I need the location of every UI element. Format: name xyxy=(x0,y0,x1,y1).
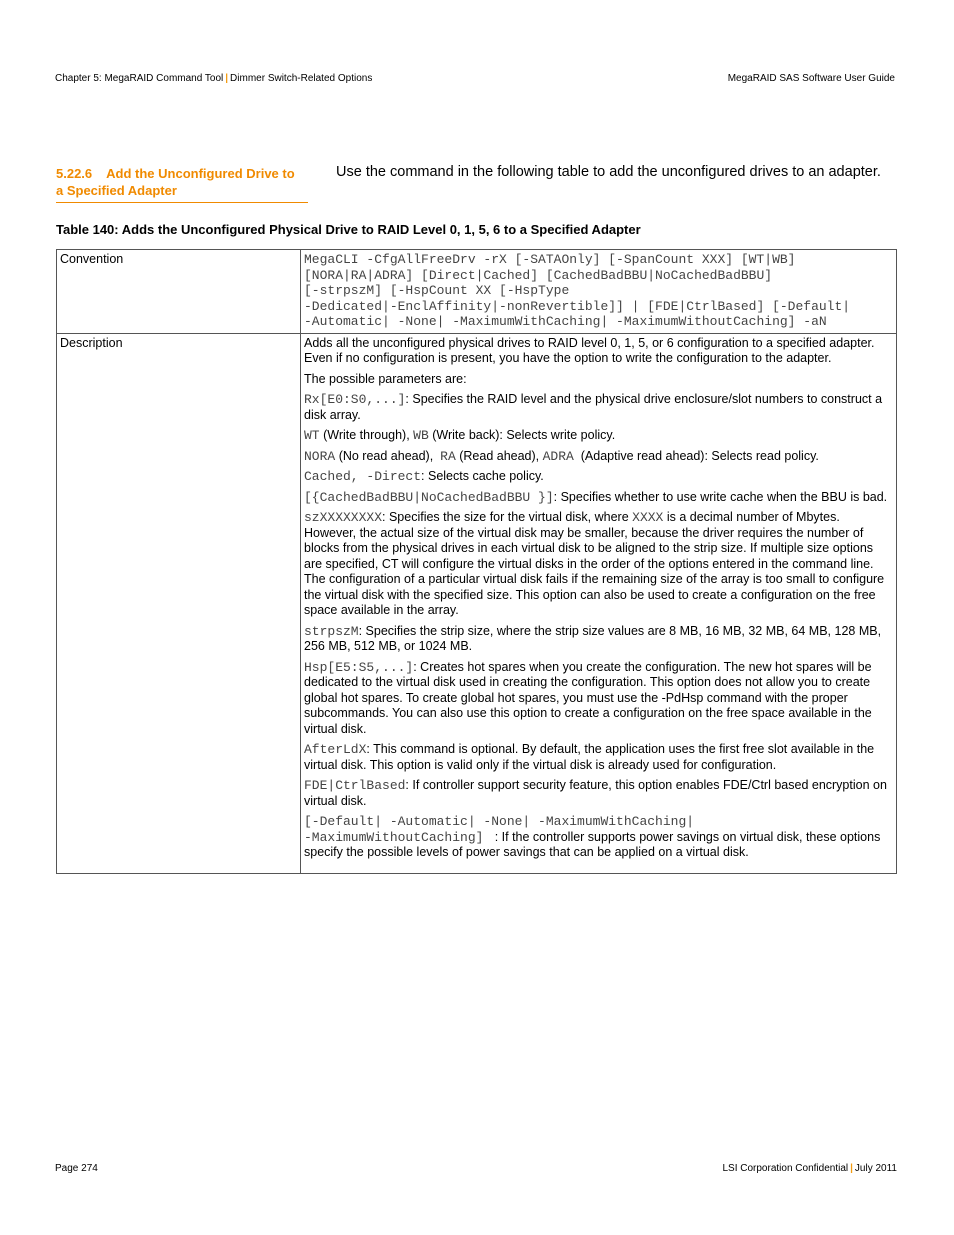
param-code: Hsp[E5:S5,...] xyxy=(304,659,414,675)
param-text: : Selects cache policy. xyxy=(421,469,544,483)
section-title-line1: Add the Unconfigured Drive to xyxy=(106,166,295,181)
footer-confidential: LSI Corporation Confidential xyxy=(722,1163,849,1174)
param-code: szXXXXXXXX xyxy=(304,510,383,525)
param-text: : This command is optional. By default, the application uses the first free slot available in the virtual disk. This option is valid only if the virtual disk is already used for configuration. xyxy=(304,742,875,772)
command-table xyxy=(56,249,897,874)
description-body xyxy=(301,333,897,873)
param-code: WB xyxy=(413,428,429,443)
param-text: (Write through), xyxy=(319,428,414,442)
param-cache-policy xyxy=(304,469,892,485)
param-code: NORA xyxy=(304,448,336,464)
param-text: : If controller support security feature, this option enables FDE/Ctrl based encryption on virtual disk. xyxy=(304,778,887,808)
desc-intro: Adds all the unconfigured physical drives to RAID level 0, 1, 5, or 6 configuration to a specified adapter. Even if no configuration is present, you have the option to write the configuration to the adapter. xyxy=(304,335,875,365)
table-row-convention xyxy=(57,250,897,334)
param-code: [-Default| -Automatic| -None| -MaximumWithCaching| xyxy=(304,814,695,829)
convention-syntax xyxy=(301,250,897,334)
param-strip-size xyxy=(304,624,892,655)
header-section: Dimmer Switch-Related Options xyxy=(230,73,373,84)
desc-params: The possible parameters are: xyxy=(304,371,467,386)
param-code: strpszM xyxy=(304,623,359,639)
param-text: : If the controller supports power savings on virtual disk, these options specify the possible levels of power savings that can be applied on a virtual disk. xyxy=(304,829,881,859)
param-text: (Read ahead), xyxy=(455,448,543,463)
table-row-description xyxy=(57,333,897,873)
param-hot-spare xyxy=(304,660,892,738)
param-after-ld xyxy=(304,742,892,773)
param-read-policy xyxy=(304,449,892,465)
convention-label: Convention xyxy=(57,250,301,334)
description-label: Description xyxy=(57,333,301,873)
param-code: ADRA xyxy=(542,448,574,464)
param-code: WT xyxy=(304,428,320,443)
param-text: (Write back): Selects write policy. xyxy=(428,428,616,442)
param-rx xyxy=(304,392,892,423)
header-divider: | xyxy=(225,73,229,84)
running-header-left xyxy=(55,73,372,85)
param-fde xyxy=(304,778,892,809)
param-text: : Specifies whether to use write cache when the BBU is bad. xyxy=(553,489,888,504)
param-size xyxy=(304,510,892,619)
param-text: : Specifies the RAID level and the physical drive enclosure/slot numbers to construct a disk array. xyxy=(304,392,883,422)
running-footer-right xyxy=(722,1163,897,1175)
page-number: Page 274 xyxy=(55,1163,98,1174)
footer-divider: | xyxy=(850,1163,853,1174)
syntax-line: -Dedicated|-EnclAffinity|-nonRevertible]] | [FDE|CtrlBased] [-Default| xyxy=(304,298,851,314)
section-title-line2: a Specified Adapter xyxy=(56,183,177,198)
syntax-line: [-strpszM] [-HspCount XX [-HspType xyxy=(304,283,570,298)
param-write-policy xyxy=(304,428,892,444)
syntax-line: -Automatic| -None| -MaximumWithCaching| -MaximumWithoutCaching] -aN xyxy=(304,314,827,329)
param-text: (No read ahead), xyxy=(335,448,441,463)
section-heading xyxy=(56,165,308,203)
param-code: Rx[E0:S0,...] xyxy=(304,392,406,407)
param-code: AfterLdX xyxy=(304,742,367,757)
syntax-line: MegaCLI -CfgAllFreeDrv -rX [-SATAOnly] [-SpanCount XXX] [WT|WB] xyxy=(304,252,796,267)
param-power-savings xyxy=(304,814,892,861)
param-code: RA xyxy=(440,448,456,464)
param-code: [{CachedBadBBU|NoCachedBadBBU }] xyxy=(304,489,554,505)
section-intro: Use the command in the following table to add the unconfigured drives to an adapter. xyxy=(336,164,881,180)
param-bbu xyxy=(304,490,892,506)
param-text: (Adaptive read ahead): Selects read policy. xyxy=(573,448,819,463)
param-code: XXXX xyxy=(632,510,664,525)
param-code: Cached, -Direct xyxy=(304,469,422,484)
param-code: FDE|CtrlBased xyxy=(304,778,406,793)
section-number: 5.22.6 xyxy=(56,166,93,181)
header-chapter: Chapter 5: MegaRAID Command Tool xyxy=(55,73,224,84)
header-guide-title: MegaRAID SAS Software User Guide xyxy=(727,73,895,84)
param-code: -MaximumWithoutCaching] xyxy=(304,829,492,845)
param-text: is a decimal number of Mbytes. However, the actual size of the virtual disk may be smaller, because the driver requires the number of blocks from the physical drives in each virtual disk to be aligned to the strip size. If multiple size options are specified, CT will configure the virtual disks in the order of the options entered in the command line. The configuration of a particular virtual disk fails if the remaining size of the array is too small to configure the virtual disk with the specified size. This option can also be used to create a configuration on the free space available in the array. xyxy=(304,510,885,617)
param-text: : Creates hot spares when you create the configuration. The new hot spares will be dedicated to the virtual disk used in creating the configuration. This option does not allow you to create global hot spares. To create global hot spares, you must use the -PdHsp command with the proper subcommands. You can also use this option to create a configuration on the free space available in the virtual disk. xyxy=(304,659,872,736)
table-caption: Table 140: Adds the Unconfigured Physical Drive to RAID Level 0, 1, 5, 6 to a Specified Adapter xyxy=(56,222,641,237)
param-text: : Specifies the strip size, where the strip size values are 8 MB, 16 MB, 32 MB, 64 MB, 128 MB, 256 MB, 512 MB, or 1024 MB. xyxy=(304,623,882,653)
syntax-line: [NORA|RA|ADRA] [Direct|Cached] [CachedBadBBU|NoCachedBadBBU] xyxy=(304,267,773,283)
param-text: : Specifies the size for the virtual disk, where xyxy=(382,510,633,524)
footer-date: July 2011 xyxy=(854,1163,897,1174)
